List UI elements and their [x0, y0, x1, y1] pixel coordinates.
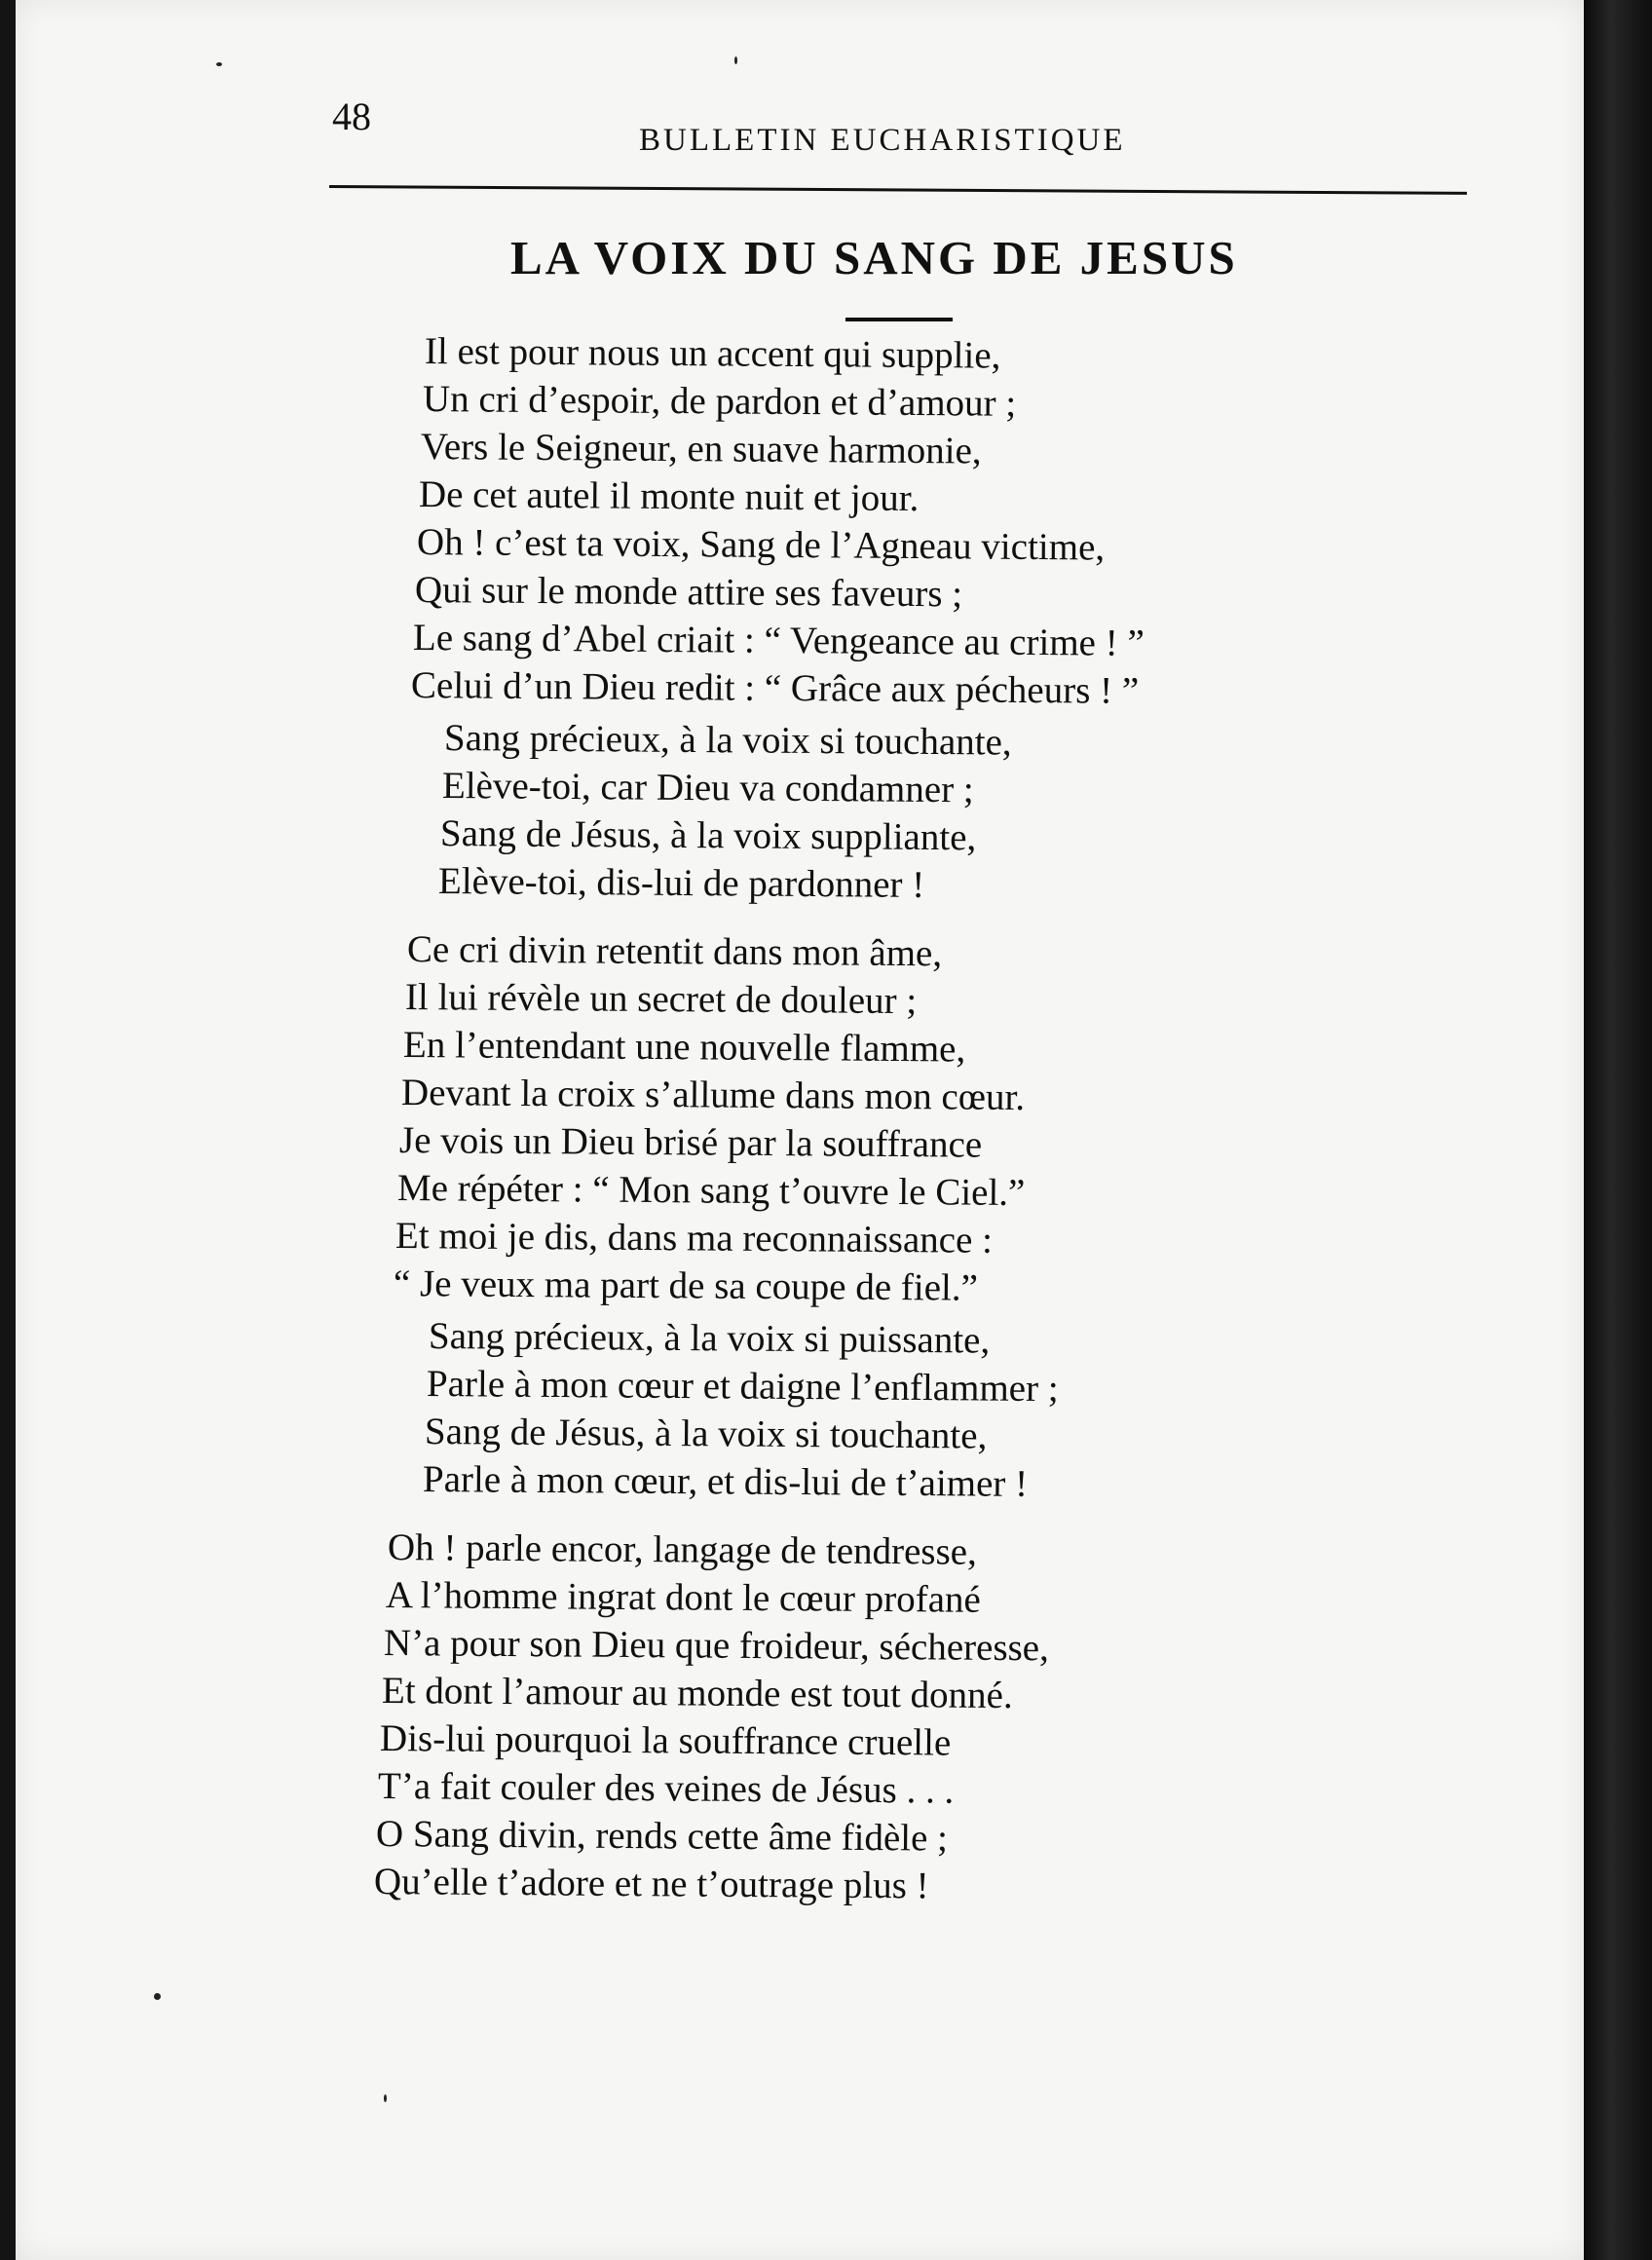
scan-speck	[384, 2094, 387, 2102]
poem-line: N’a pour son Dieu que froideur, sécheresse,	[383, 1622, 1050, 1670]
poem-line: Vers le Seigneur, en suave harmonie,	[420, 426, 982, 472]
poem-line: Il est pour nous un accent qui supplie,	[424, 330, 1001, 377]
poem-line: O Sang divin, rends cette âme fidèle ;	[375, 1813, 949, 1860]
poem-line: Et dont l’amour au monde est tout donné.	[381, 1670, 1013, 1717]
page-number: 48	[332, 94, 371, 138]
scan-edge	[1584, 0, 1652, 2260]
refrain-line: Sang de Jésus, à la voix suppliante,	[439, 812, 977, 859]
refrain-line: Parle à mon cœur et daigne l’enflammer ;	[426, 1363, 1059, 1411]
refrain-line: Sang précieux, à la voix si puissante,	[428, 1315, 991, 1362]
poem-line: Le sang d’Abel criait : “ Vengeance au crime ! ”	[412, 617, 1145, 664]
poem-line: Et moi je dis, dans ma reconnaissance :	[394, 1215, 994, 1262]
refrain-line: Elève-toi, car Dieu va condamner ;	[441, 765, 974, 811]
poem-body	[16, 0, 1584, 2260]
scan-speck	[154, 1993, 161, 2000]
poem-line: Un cri d’espoir, de pardon et d’amour ;	[422, 378, 1017, 425]
book-page	[16, 0, 1584, 2260]
poem-line: Oh ! parle encor, langage de tendresse,	[387, 1526, 977, 1573]
refrain-line: Elève-toi, dis-lui de pardonner !	[437, 860, 925, 906]
poem-line: A l’homme ingrat dont le cœur profané	[385, 1574, 981, 1621]
poem-title: LA VOIX DU SANG DE JESUS	[510, 231, 1238, 284]
poem-line: Dis-lui pourquoi la souffrance cruelle	[379, 1717, 952, 1764]
poem-line: “ Je veux ma part de sa coupe de fiel.”	[393, 1262, 979, 1309]
poem-line: De cet autel il monte nuit et jour.	[418, 473, 920, 520]
poem-line: Me répéter : “ Mon sang t’ouvre le Ciel.”	[396, 1167, 1026, 1215]
refrain-line: Sang de Jésus, à la voix si touchante,	[424, 1411, 988, 1457]
poem-line: Qui sur le monde attire ses faveurs ;	[414, 569, 963, 616]
poem-line: Qu’elle t’adore et ne t’outrage plus !	[373, 1861, 929, 1907]
poem-line: Oh ! c’est ta voix, Sang de l’Agneau victime,	[416, 521, 1106, 569]
poem-line: Celui d’un Dieu redit : “ Grâce aux pécheurs ! ”	[410, 664, 1140, 712]
running-title: BULLETIN EUCHARISTIQUE	[639, 123, 1126, 158]
poem-line: T’a fait couler des veines de Jésus . . .	[377, 1765, 955, 1812]
refrain-line: Parle à mon cœur, et dis-lui de t’aimer !	[422, 1458, 1029, 1505]
poem-line: Il lui révèle un secret de douleur ;	[404, 976, 918, 1023]
poem-line: En l’entendant une nouvelle flamme,	[402, 1024, 966, 1071]
refrain-line: Sang précieux, à la voix si touchante,	[443, 717, 1012, 764]
poem-line: Je vois un Dieu brisé par la souffrance	[398, 1119, 983, 1166]
poem-line: Devant la croix s’allume dans mon cœur.	[400, 1072, 1026, 1119]
scan-speck	[734, 56, 737, 64]
scan-speck	[216, 62, 222, 66]
poem-line: Ce cri divin retentit dans mon âme,	[406, 928, 943, 975]
